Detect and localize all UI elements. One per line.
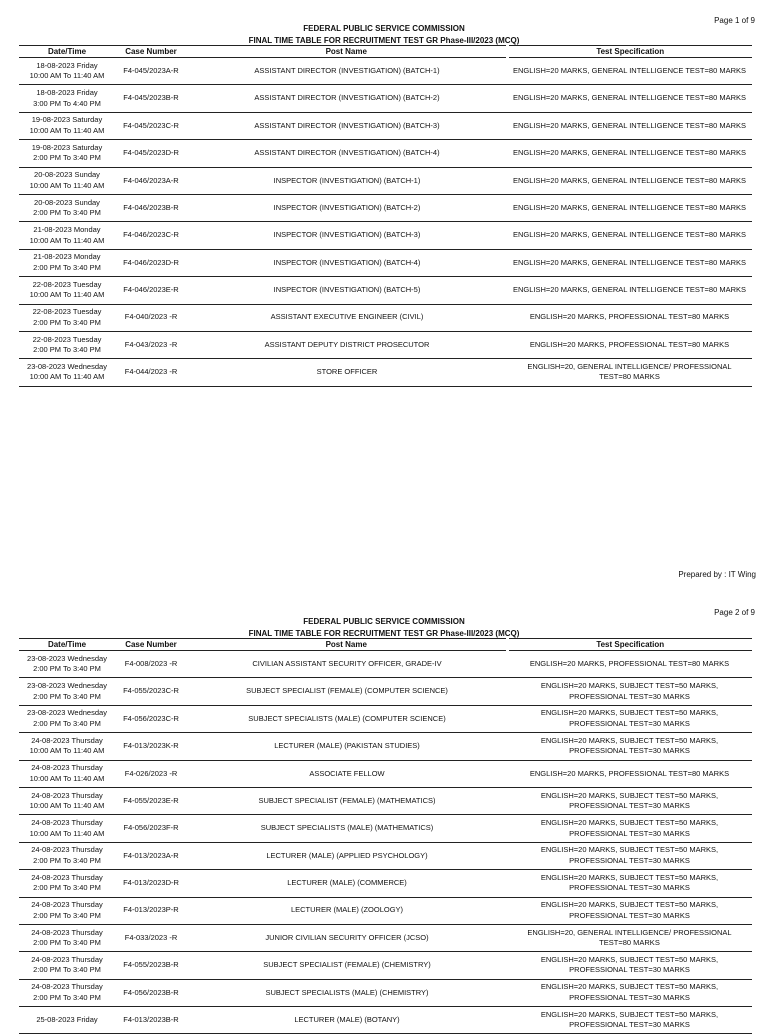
- cell-post-name: INSPECTOR (INVESTIGATION) (BATCH-5): [187, 277, 507, 304]
- date-text: 24-08-2023 Thursday: [31, 790, 103, 800]
- cell-datetime: [19, 167, 115, 194]
- time-text: 10:00 AM To 11:40 AM: [29, 71, 105, 81]
- cell-datetime: [19, 194, 115, 221]
- col-header-post-name: Post Name: [187, 46, 507, 58]
- date-text: 24-08-2023 Thursday: [31, 763, 103, 773]
- time-text: 10:00 AM To 11:40 AM: [29, 125, 105, 135]
- cell-datetime: [19, 249, 115, 276]
- cell-post-name: SUBJECT SPECIALISTS (MALE) (MATHEMATICS): [187, 815, 507, 842]
- time-text: 10:00 AM To 11:40 AM: [29, 235, 105, 245]
- cell-case-number: F4-026/2023 -R: [115, 760, 187, 787]
- table-row: [19, 277, 752, 304]
- cell-case-number: F4-013/2023P-R: [115, 897, 187, 924]
- cell-case-number: F4-046/2023B-R: [115, 194, 187, 221]
- cell-post-name: SUBJECT SPECIALIST (FEMALE) (MATHEMATICS): [187, 787, 507, 814]
- table-row: [19, 733, 752, 760]
- cell-datetime: [19, 85, 115, 112]
- cell-datetime: [19, 979, 115, 1006]
- document-subtitle: FINAL TIME TABLE FOR RECRUITMENT TEST GR Phase-III/2023 (MCQ): [248, 36, 520, 45]
- cell-post-name: INSPECTOR (INVESTIGATION) (BATCH-2): [187, 194, 507, 221]
- cell-test-spec: ENGLISH=20 MARKS, GENERAL INTELLIGENCE TEST=80 MARKS: [507, 58, 752, 85]
- time-text: 10:00 AM To 11:40 AM: [29, 828, 105, 838]
- cell-datetime: [19, 815, 115, 842]
- document-title: FEDERAL PUBLIC SERVICE COMMISSION: [303, 24, 465, 33]
- cell-case-number: F4-008/2023 -R: [115, 651, 187, 678]
- cell-post-name: ASSISTANT DIRECTOR (INVESTIGATION) (BATCH-1): [187, 58, 507, 85]
- cell-post-name: INSPECTOR (INVESTIGATION) (BATCH-1): [187, 167, 507, 194]
- time-text: 10:00 AM To 11:40 AM: [29, 180, 105, 190]
- time-text: 10:00 AM To 11:40 AM: [29, 372, 105, 382]
- date-text: 21-08-2023 Monday: [33, 225, 101, 235]
- cell-test-spec: ENGLISH=20 MARKS, PROFESSIONAL TEST=80 MARKS: [507, 331, 752, 358]
- cell-datetime: [19, 870, 115, 897]
- cell-case-number: F4-040/2023 -R: [115, 304, 187, 331]
- cell-datetime: [19, 359, 115, 386]
- cell-post-name: CIVILIAN ASSISTANT SECURITY OFFICER, GRADE-IV: [187, 651, 507, 678]
- cell-post-name: INSPECTOR (INVESTIGATION) (BATCH-4): [187, 249, 507, 276]
- cell-case-number: F4-045/2023C-R: [115, 112, 187, 139]
- cell-test-spec: ENGLISH=20 MARKS, SUBJECT TEST=50 MARKS, PROFESSIONAL TEST=30 MARKS: [507, 952, 752, 979]
- cell-test-spec: ENGLISH=20 MARKS, SUBJECT TEST=50 MARKS, PROFESSIONAL TEST=30 MARKS: [507, 678, 752, 705]
- time-text: 2:00 PM To 3:40 PM: [33, 153, 101, 163]
- date-text: 24-08-2023 Thursday: [31, 845, 103, 855]
- cell-test-spec: ENGLISH=20 MARKS, PROFESSIONAL TEST=80 MARKS: [507, 760, 752, 787]
- table-row: [19, 705, 752, 732]
- date-text: 24-08-2023 Thursday: [31, 872, 103, 882]
- cell-datetime: [19, 1007, 115, 1034]
- cell-datetime: [19, 678, 115, 705]
- cell-datetime: [19, 733, 115, 760]
- cell-case-number: F4-043/2023 -R: [115, 331, 187, 358]
- table-row: [19, 842, 752, 869]
- table-header-row: [19, 639, 752, 651]
- time-text: 10:00 AM To 11:40 AM: [29, 801, 105, 811]
- cell-case-number: F4-055/2023E-R: [115, 787, 187, 814]
- table-row: [19, 222, 752, 249]
- cell-case-number: F4-045/2023A-R: [115, 58, 187, 85]
- cell-case-number: F4-056/2023B-R: [115, 979, 187, 1006]
- page-header: [0, 0, 768, 45]
- table-row: [19, 194, 752, 221]
- time-text: 3:00 PM To 4:40 PM: [33, 98, 101, 108]
- cell-post-name: STORE OFFICER: [187, 359, 507, 386]
- table-row: [19, 678, 752, 705]
- date-text: 24-08-2023 Thursday: [31, 927, 103, 937]
- table-row: [19, 1007, 752, 1034]
- time-text: 2:00 PM To 3:40 PM: [33, 910, 101, 920]
- cell-case-number: F4-046/2023D-R: [115, 249, 187, 276]
- cell-post-name: INSPECTOR (INVESTIGATION) (BATCH-3): [187, 222, 507, 249]
- cell-test-spec: ENGLISH=20 MARKS, SUBJECT TEST=50 MARKS, PROFESSIONAL TEST=30 MARKS: [507, 787, 752, 814]
- cell-case-number: F4-046/2023E-R: [115, 277, 187, 304]
- cell-test-spec: ENGLISH=20 MARKS, SUBJECT TEST=50 MARKS, PROFESSIONAL TEST=30 MARKS: [507, 979, 752, 1006]
- cell-test-spec: ENGLISH=20 MARKS, GENERAL INTELLIGENCE TEST=80 MARKS: [507, 167, 752, 194]
- cell-post-name: JUNIOR CIVILIAN SECURITY OFFICER (JCSO): [187, 924, 507, 951]
- document-subtitle: FINAL TIME TABLE FOR RECRUITMENT TEST GR Phase-III/2023 (MCQ): [248, 629, 520, 638]
- cell-case-number: F4-055/2023C-R: [115, 678, 187, 705]
- col-header-datetime: Date/Time: [19, 639, 115, 651]
- cell-case-number: F4-045/2023D-R: [115, 140, 187, 167]
- cell-datetime: [19, 222, 115, 249]
- cell-datetime: [19, 705, 115, 732]
- table-row: [19, 815, 752, 842]
- date-text: 20-08-2023 Sunday: [34, 170, 100, 180]
- time-text: 2:00 PM To 3:40 PM: [33, 965, 101, 975]
- time-text: 2:00 PM To 3:40 PM: [33, 664, 101, 674]
- cell-test-spec: ENGLISH=20 MARKS, GENERAL INTELLIGENCE TEST=80 MARKS: [507, 194, 752, 221]
- table-row: [19, 359, 752, 386]
- cell-post-name: SUBJECT SPECIALISTS (MALE) (COMPUTER SCIENCE): [187, 705, 507, 732]
- time-text: 2:00 PM To 3:40 PM: [33, 855, 101, 865]
- cell-case-number: F4-056/2023F-R: [115, 815, 187, 842]
- date-text: 24-08-2023 Thursday: [31, 982, 103, 992]
- col-header-post-name: Post Name: [187, 639, 507, 651]
- cell-test-spec: ENGLISH=20 MARKS, PROFESSIONAL TEST=80 MARKS: [507, 304, 752, 331]
- time-text: 2:00 PM To 3:40 PM: [33, 883, 101, 893]
- cell-case-number: F4-046/2023A-R: [115, 167, 187, 194]
- cell-post-name: ASSISTANT DIRECTOR (INVESTIGATION) (BATCH-4): [187, 140, 507, 167]
- cell-test-spec: ENGLISH=20, GENERAL INTELLIGENCE/ PROFESSIONAL TEST=80 MARKS: [507, 924, 752, 951]
- cell-post-name: LECTURER (MALE) (ZOOLOGY): [187, 897, 507, 924]
- col-header-test-spec: Test Specification: [507, 639, 752, 651]
- table-row: [19, 787, 752, 814]
- date-text: 21-08-2023 Monday: [33, 252, 101, 262]
- cell-datetime: [19, 112, 115, 139]
- table-row: [19, 85, 752, 112]
- page-header: [0, 596, 768, 638]
- date-text: 18-08-2023 Friday: [36, 60, 98, 70]
- time-text: 2:00 PM To 3:40 PM: [33, 691, 101, 701]
- date-text: 22-08-2023 Tuesday: [32, 334, 102, 344]
- col-header-case-number: Case Number: [115, 46, 187, 58]
- cell-case-number: F4-013/2023A-R: [115, 842, 187, 869]
- table-row: [19, 249, 752, 276]
- cell-test-spec: ENGLISH=20 MARKS, PROFESSIONAL TEST=80 MARKS: [507, 651, 752, 678]
- cell-post-name: ASSISTANT DIRECTOR (INVESTIGATION) (BATCH-2): [187, 85, 507, 112]
- table-row: [19, 167, 752, 194]
- cell-case-number: F4-013/2023B-R: [115, 1007, 187, 1034]
- date-text: 19-08-2023 Saturday: [31, 115, 103, 125]
- table-row: [19, 112, 752, 139]
- cell-datetime: [19, 140, 115, 167]
- cell-case-number: F4-045/2023B-R: [115, 85, 187, 112]
- cell-test-spec: ENGLISH=20 MARKS, SUBJECT TEST=50 MARKS, PROFESSIONAL TEST=30 MARKS: [507, 842, 752, 869]
- cell-test-spec: ENGLISH=20 MARKS, GENERAL INTELLIGENCE TEST=80 MARKS: [507, 85, 752, 112]
- cell-post-name: SUBJECT SPECIALIST (FEMALE) (CHEMISTRY): [187, 952, 507, 979]
- cell-test-spec: ENGLISH=20 MARKS, GENERAL INTELLIGENCE TEST=80 MARKS: [507, 277, 752, 304]
- cell-test-spec: ENGLISH=20 MARKS, SUBJECT TEST=50 MARKS, PROFESSIONAL TEST=30 MARKS: [507, 1007, 752, 1034]
- timetable: [19, 638, 752, 1034]
- cell-datetime: [19, 760, 115, 787]
- cell-case-number: F4-055/2023B-R: [115, 952, 187, 979]
- time-text: 2:00 PM To 3:40 PM: [33, 262, 101, 272]
- cell-post-name: LECTURER (MALE) (COMMERCE): [187, 870, 507, 897]
- cell-test-spec: ENGLISH=20 MARKS, GENERAL INTELLIGENCE TEST=80 MARKS: [507, 140, 752, 167]
- cell-case-number: F4-033/2023 -R: [115, 924, 187, 951]
- cell-test-spec: ENGLISH=20 MARKS, SUBJECT TEST=50 MARKS, PROFESSIONAL TEST=30 MARKS: [507, 815, 752, 842]
- time-text: 10:00 AM To 11:40 AM: [29, 773, 105, 783]
- cell-datetime: [19, 897, 115, 924]
- time-text: 2:00 PM To 3:40 PM: [33, 938, 101, 948]
- time-text: 2:00 PM To 3:40 PM: [33, 718, 101, 728]
- table-row: [19, 924, 752, 951]
- cell-datetime: [19, 924, 115, 951]
- date-text: 24-08-2023 Thursday: [31, 900, 103, 910]
- cell-datetime: [19, 952, 115, 979]
- cell-test-spec: ENGLISH=20 MARKS, GENERAL INTELLIGENCE TEST=80 MARKS: [507, 249, 752, 276]
- table-row: [19, 952, 752, 979]
- table-row: [19, 897, 752, 924]
- cell-post-name: ASSISTANT EXECUTIVE ENGINEER (CIVIL): [187, 304, 507, 331]
- time-text: 2:00 PM To 3:40 PM: [33, 317, 101, 327]
- cell-datetime: [19, 331, 115, 358]
- document-page-2: [0, 596, 768, 1030]
- col-header-test-spec: Test Specification: [507, 46, 752, 58]
- time-text: 10:00 AM To 11:40 AM: [29, 746, 105, 756]
- cell-datetime: [19, 787, 115, 814]
- cell-case-number: F4-013/2023D-R: [115, 870, 187, 897]
- table-row: [19, 870, 752, 897]
- cell-post-name: ASSISTANT DEPUTY DISTRICT PROSECUTOR: [187, 331, 507, 358]
- cell-case-number: F4-013/2023K-R: [115, 733, 187, 760]
- date-text: 23-08-2023 Wednesday: [27, 361, 107, 371]
- table-row: [19, 58, 752, 85]
- cell-test-spec: ENGLISH=20 MARKS, SUBJECT TEST=50 MARKS, PROFESSIONAL TEST=30 MARKS: [507, 897, 752, 924]
- cell-test-spec: ENGLISH=20, GENERAL INTELLIGENCE/ PROFESSIONAL TEST=80 MARKS: [507, 359, 752, 386]
- prepared-by: Prepared by : IT Wing: [678, 570, 756, 579]
- cell-datetime: [19, 842, 115, 869]
- cell-datetime: [19, 58, 115, 85]
- cell-datetime: [19, 304, 115, 331]
- date-text: 23-08-2023 Wednesday: [27, 708, 107, 718]
- date-text: 24-08-2023 Thursday: [31, 954, 103, 964]
- cell-test-spec: ENGLISH=20 MARKS, GENERAL INTELLIGENCE TEST=80 MARKS: [507, 222, 752, 249]
- cell-case-number: F4-046/2023C-R: [115, 222, 187, 249]
- time-text: 10:00 AM To 11:40 AM: [29, 290, 105, 300]
- table-header-row: [19, 46, 752, 58]
- table-row: [19, 140, 752, 167]
- cell-post-name: LECTURER (MALE) (BOTANY): [187, 1007, 507, 1034]
- page-number: Page 2 of 9: [714, 608, 755, 617]
- date-text: 25-08-2023 Friday: [36, 1015, 98, 1025]
- date-text: 22-08-2023 Tuesday: [32, 307, 102, 317]
- date-text: 20-08-2023 Sunday: [34, 197, 100, 207]
- cell-case-number: F4-044/2023 -R: [115, 359, 187, 386]
- time-text: 2:00 PM To 3:40 PM: [33, 992, 101, 1002]
- date-text: 18-08-2023 Friday: [36, 88, 98, 98]
- table-row: [19, 979, 752, 1006]
- cell-post-name: LECTURER (MALE) (APPLIED PSYCHOLOGY): [187, 842, 507, 869]
- cell-post-name: SUBJECT SPECIALISTS (MALE) (CHEMISTRY): [187, 979, 507, 1006]
- page-number: Page 1 of 9: [714, 16, 755, 25]
- cell-datetime: [19, 651, 115, 678]
- document-title: FEDERAL PUBLIC SERVICE COMMISSION: [303, 617, 465, 626]
- timetable: [19, 45, 752, 387]
- date-text: 22-08-2023 Tuesday: [32, 279, 102, 289]
- cell-test-spec: ENGLISH=20 MARKS, GENERAL INTELLIGENCE TEST=80 MARKS: [507, 112, 752, 139]
- cell-post-name: SUBJECT SPECIALIST (FEMALE) (COMPUTER SCIENCE): [187, 678, 507, 705]
- date-text: 24-08-2023 Thursday: [31, 818, 103, 828]
- cell-test-spec: ENGLISH=20 MARKS, SUBJECT TEST=50 MARKS, PROFESSIONAL TEST=30 MARKS: [507, 733, 752, 760]
- date-text: 23-08-2023 Wednesday: [27, 681, 107, 691]
- col-header-case-number: Case Number: [115, 639, 187, 651]
- cell-case-number: F4-056/2023C-R: [115, 705, 187, 732]
- cell-post-name: LECTURER (MALE) (PAKISTAN STUDIES): [187, 733, 507, 760]
- time-text: 2:00 PM To 3:40 PM: [33, 208, 101, 218]
- col-header-datetime: Date/Time: [19, 46, 115, 58]
- cell-post-name: ASSOCIATE FELLOW: [187, 760, 507, 787]
- table-row: [19, 760, 752, 787]
- table-row: [19, 331, 752, 358]
- table-row: [19, 651, 752, 678]
- date-text: 23-08-2023 Wednesday: [27, 653, 107, 663]
- date-text: 19-08-2023 Saturday: [31, 142, 103, 152]
- table-row: [19, 304, 752, 331]
- date-text: 24-08-2023 Thursday: [31, 735, 103, 745]
- cell-test-spec: ENGLISH=20 MARKS, SUBJECT TEST=50 MARKS, PROFESSIONAL TEST=30 MARKS: [507, 705, 752, 732]
- time-text: 2:00 PM To 3:40 PM: [33, 345, 101, 355]
- cell-test-spec: ENGLISH=20 MARKS, SUBJECT TEST=50 MARKS, PROFESSIONAL TEST=30 MARKS: [507, 870, 752, 897]
- cell-datetime: [19, 277, 115, 304]
- cell-post-name: ASSISTANT DIRECTOR (INVESTIGATION) (BATCH-3): [187, 112, 507, 139]
